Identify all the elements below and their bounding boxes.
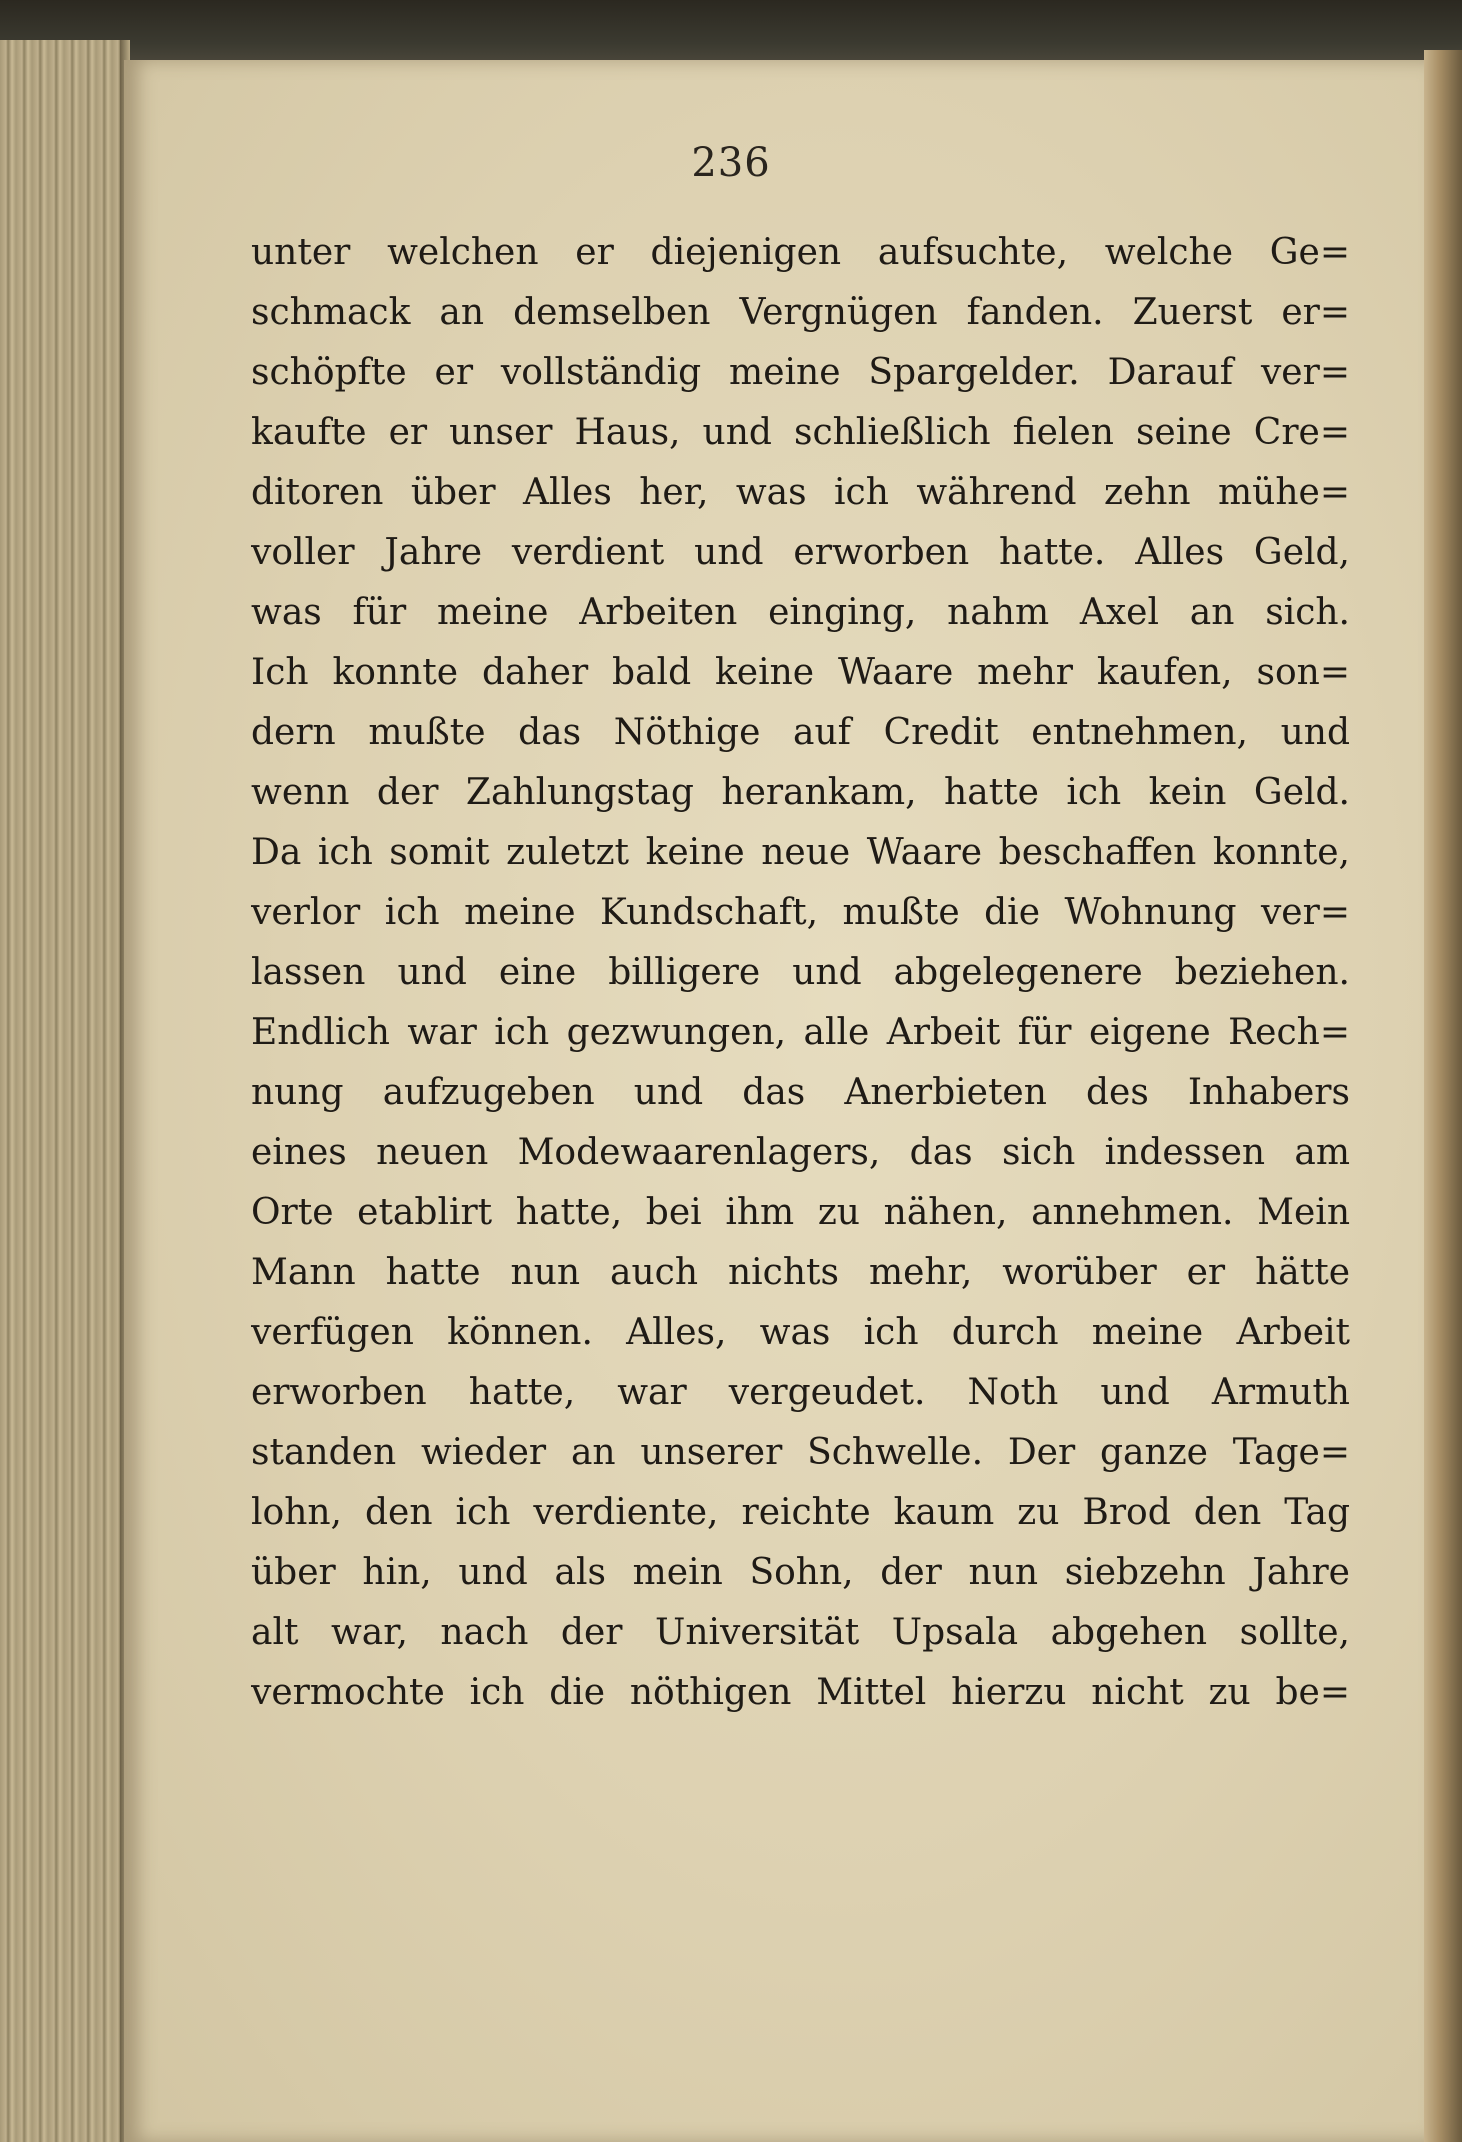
text-line: unter welchen er diejenigen aufsuchte, welche Ge=: [251, 232, 1350, 273]
text-line: schöpfte er vollständig meine Spargelder. Darauf ver=: [251, 352, 1350, 393]
text-line: über hin, und als mein Sohn, der nun siebzehn Jahre: [251, 1552, 1350, 1593]
text-line: kaufte er unser Haus, und schließlich fielen seine Cre=: [251, 412, 1350, 453]
text-line: Endlich war ich gezwungen, alle Arbeit für eigene Rech=: [251, 1012, 1350, 1053]
text-line: schmack an demselben Vergnügen fanden. Zuerst er=: [251, 292, 1350, 333]
text-line: nung aufzugeben und das Anerbieten des Inhabers: [251, 1072, 1350, 1113]
text-line: verfügen können. Alles, was ich durch meine Arbeit: [251, 1312, 1350, 1353]
text-line: erworben hatte, war vergeudet. Noth und Armuth: [251, 1372, 1350, 1413]
book-cover-top: [0, 0, 1462, 62]
text-line: Orte etablirt hatte, bei ihm zu nähen, annehmen. Mein: [251, 1192, 1350, 1233]
book-cover-right-edge: [1424, 50, 1462, 2142]
text-line: Da ich somit zuletzt keine neue Waare beschaffen konnte,: [251, 832, 1350, 873]
text-line: lohn, den ich verdiente, reichte kaum zu Brod den Tag: [251, 1492, 1350, 1533]
text-line: standen wieder an unserer Schwelle. Der ganze Tage=: [251, 1432, 1350, 1473]
text-line: voller Jahre verdient und erworben hatte. Alles Geld,: [251, 532, 1350, 573]
text-line: lassen und eine billigere und abgelegenere beziehen.: [251, 952, 1350, 993]
text-line: dern mußte das Nöthige auf Credit entnehmen, und: [251, 712, 1350, 753]
text-line: eines neuen Modewaarenlagers, das sich indessen am: [251, 1132, 1350, 1173]
text-line: Ich konnte daher bald keine Waare mehr kaufen, son=: [251, 652, 1350, 693]
text-line: Mann hatte nun auch nichts mehr, worüber er hätte: [251, 1252, 1350, 1293]
text-line: vermochte ich die nöthigen Mittel hierzu nicht zu be=: [251, 1672, 1350, 1713]
body-text: [251, 223, 1350, 1723]
text-line: alt war, nach der Universität Upsala abgehen sollte,: [251, 1612, 1350, 1653]
text-line: verlor ich meine Kundschaft, mußte die Wohnung ver=: [251, 892, 1350, 933]
text-line: ditoren über Alles her, was ich während zehn mühe=: [251, 472, 1350, 513]
text-line: wenn der Zahlungstag herankam, hatte ich kein Geld.: [251, 772, 1350, 813]
page-edges-stack: [0, 40, 130, 2142]
page-number: 236: [691, 140, 771, 186]
text-line: was für meine Arbeiten einging, nahm Axel an sich.: [251, 592, 1350, 633]
